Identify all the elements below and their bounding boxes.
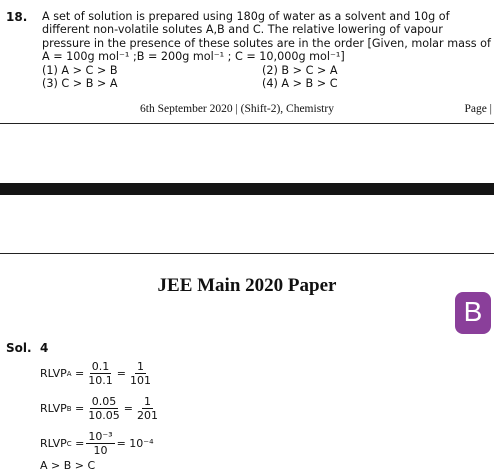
option-3: (3) C > B > A [42,77,118,90]
solution-answer: 4 [40,341,49,355]
question-text: A set of solution is prepared using 180g of water as a solvent and 10g of different non-volatile solutes A,B and C. The relative lowering of vapour pressure in the presence of these solutes are in the order [Given, molar mass of A = 100g mol⁻¹ ;B = 200g mol⁻¹ ; C = 10,000g mol⁻¹] [42,10,491,64]
eq-sub: B [66,404,72,413]
fraction: $\frac{0.05}{10.05}$ [88,395,120,422]
equation-a: RLVP A = $\frac{0.1}{10.1}$ = $\frac{1}{101}$ [40,360,151,387]
page-title: JEE Main 2020 Paper [157,275,337,296]
option-1: (1) A > C > B [42,64,118,77]
eq-lhs: RLVP [40,402,67,415]
eq-sub: A [66,369,72,378]
eq-lhs: RLVP [40,367,67,380]
exam-footer-text: 6th September 2020 | (Shift-2), Chemistry [140,103,334,115]
fraction: $\frac{\text{10⁻³}}{10}$ [88,430,113,457]
page-label: Page | [464,103,492,115]
fraction: $\frac{0.1}{10.1}$ [88,360,113,387]
eq-lhs: RLVP [40,437,67,450]
header-divider [0,253,494,254]
eq-rhs: 10⁻⁴ [129,437,154,450]
question-number: 18. [6,10,28,24]
footer-divider [0,123,494,124]
page-break-band [0,183,494,195]
equation-c: RLVP C = $\frac{\text{10⁻³}}{10}$ = 10⁻⁴ [40,430,154,457]
option-4: (4) A > B > C [262,77,338,90]
equation-b: RLVP B = $\frac{0.05}{10.05}$ = $\frac{1}{201}$ [40,395,158,422]
solution-conclusion: A > B > C [40,459,96,472]
brand-logo-icon: B [455,292,491,334]
fraction: $\frac{1}{201}$ [136,395,158,422]
solution-label: Sol. [6,341,32,355]
eq-sub: C [66,439,72,448]
option-2: (2) B > C > A [262,64,338,77]
fraction: $\frac{1}{101}$ [129,360,151,387]
